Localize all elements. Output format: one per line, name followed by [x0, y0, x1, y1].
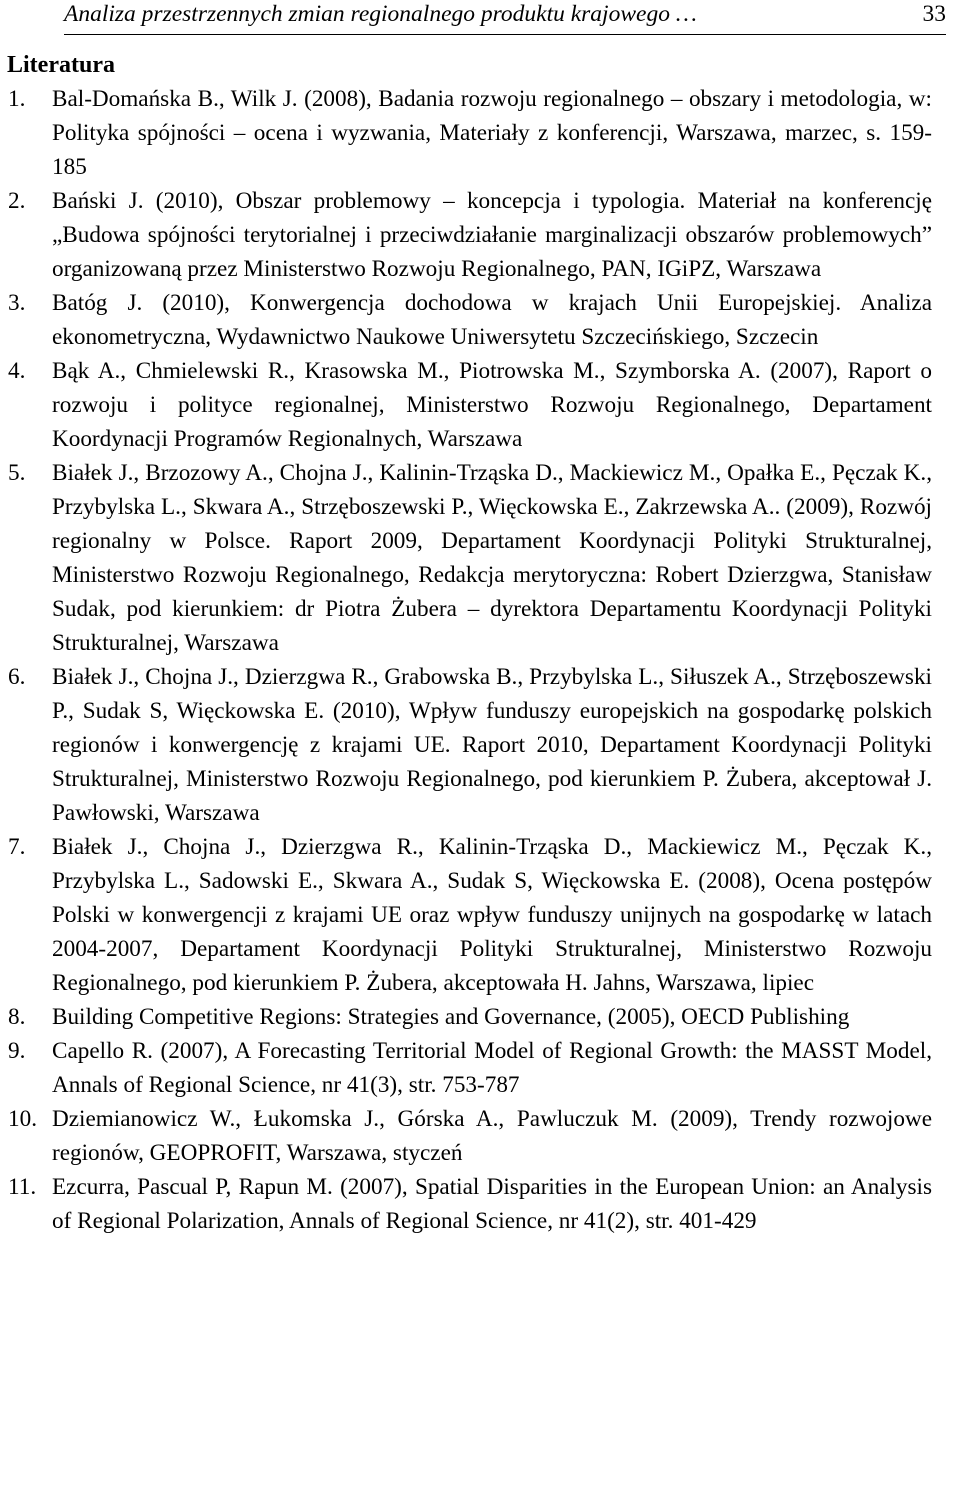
reference-text: Białek J., Brzozowy A., Chojna J., Kalinin-Trząska D., Mackiewicz M., Opałka E., Pęczak K., Przybylska L., Skwara A., Strzęboszewski P., Więckowska E., Zakrzewska A.. (2009), Rozwój regionalny w Polsce. Raport 2009, Departament Koordynacji Polityki Strukturalnej, Ministerstwo Rozwoju Regionalnego, Redakcja merytoryczna: Robert Dzierzgwa, Stanisław Sudak, pod kierunkiem: dr Piotra Żubera – dyrektora Departamentu Koordynacji Polityki Strukturalnej, Warszawa — [52, 460, 932, 656]
reference-item — [0, 1102, 960, 1170]
reference-item — [0, 82, 960, 184]
reference-item — [0, 286, 960, 354]
reference-text: Bal-Domańska B., Wilk J. (2008), Badania rozwoju regionalnego – obszary i metodologia, w: Polityka spójności – ocena i wyzwania, Materiały z konferencji, Warszawa, marzec, s. 159-185 — [52, 86, 932, 180]
reference-number: 8. — [8, 1004, 26, 1030]
reference-number: 4. — [8, 358, 26, 384]
reference-number: 1. — [8, 86, 26, 112]
reference-list — [0, 82, 960, 1238]
reference-number: 3. — [8, 290, 26, 316]
reference-number: 10. — [8, 1106, 37, 1132]
reference-item — [0, 354, 960, 456]
page-header — [64, 0, 946, 35]
reference-number: 5. — [8, 460, 26, 486]
reference-text: Dziemianowicz W., Łukomska J., Górska A., Pawluczuk M. (2009), Trendy rozwojowe regionów, GEOPROFIT, Warszawa, styczeń — [52, 1106, 932, 1166]
reference-item — [0, 1170, 960, 1238]
reference-text: Bąk A., Chmielewski R., Krasowska M., Piotrowska M., Szymborska A. (2007), Raport o rozwoju i polityce regionalnej, Ministerstwo Rozwoju Regionalnego, Departament Koordynacji Programów Regionalnych, Warszawa — [52, 358, 932, 452]
section-title: Literatura — [7, 52, 115, 78]
reference-number: 2. — [8, 188, 26, 214]
reference-item — [0, 660, 960, 830]
reference-text: Bański J. (2010), Obszar problemowy – koncepcja i typologia. Materiał na konferencję „Budowa spójności terytorialnej i przeciwdziałanie marginalizacji obszarów problemowych” organizowaną przez Ministerstwo Rozwoju Regionalnego, PAN, IGiPZ, Warszawa — [52, 188, 932, 282]
reference-text: Batóg J. (2010), Konwergencja dochodowa w krajach Unii Europejskiej. Analiza ekonometryczna, Wydawnictwo Naukowe Uniwersytetu Szczecińskiego, Szczecin — [52, 290, 932, 350]
running-title: Analiza przestrzennych zmian regionalnego produktu krajowego … — [64, 1, 697, 27]
reference-text: Ezcurra, Pascual P, Rapun M. (2007), Spatial Disparities in the European Union: an Analysis of Regional Polarization, Annals of Regional Science, nr 41(2), str. 401-429 — [52, 1174, 932, 1234]
reference-text: Capello R. (2007), A Forecasting Territorial Model of Regional Growth: the MASST Model, Annals of Regional Science, nr 41(3), str. 753-787 — [52, 1038, 932, 1098]
reference-number: 6. — [8, 664, 26, 690]
page-number: 33 — [922, 1, 946, 27]
reference-item — [0, 184, 960, 286]
reference-item — [0, 1034, 960, 1102]
reference-number: 7. — [8, 834, 26, 860]
reference-item — [0, 456, 960, 660]
reference-text: Building Competitive Regions: Strategies and Governance, (2005), OECD Publishing — [52, 1004, 850, 1030]
reference-number: 11. — [8, 1174, 37, 1200]
reference-item — [0, 1000, 960, 1034]
reference-item — [0, 830, 960, 1000]
reference-text: Białek J., Chojna J., Dzierzgwa R., Grabowska B., Przybylska L., Siłuszek A., Strzęboszewski P., Sudak S, Więckowska E. (2010), Wpływ funduszy europejskich na gospodarkę polskich regionów i konwergencję z krajami UE. Raport 2010, Departament Koordynacji Polityki Strukturalnej, Ministerstwo Rozwoju Regionalnego, pod kierunkiem P. Żubera, akceptował J. Pawłowski, Warszawa — [52, 664, 932, 826]
reference-text: Białek J., Chojna J., Dzierzgwa R., Kalinin-Trząska D., Mackiewicz M., Pęczak K., Przybylska L., Sadowski E., Skwara A., Sudak S, Więckowska E. (2008), Ocena postępów Polski w konwergencji z krajami UE oraz wpływ funduszy unijnych na gospodarkę w latach 2004-2007, Departament Koordynacji Polityki Strukturalnej, Ministerstwo Rozwoju Regionalnego, pod kierunkiem P. Żubera, akceptowała H. Jahns, Warszawa, lipiec — [52, 834, 932, 996]
reference-number: 9. — [8, 1038, 26, 1064]
